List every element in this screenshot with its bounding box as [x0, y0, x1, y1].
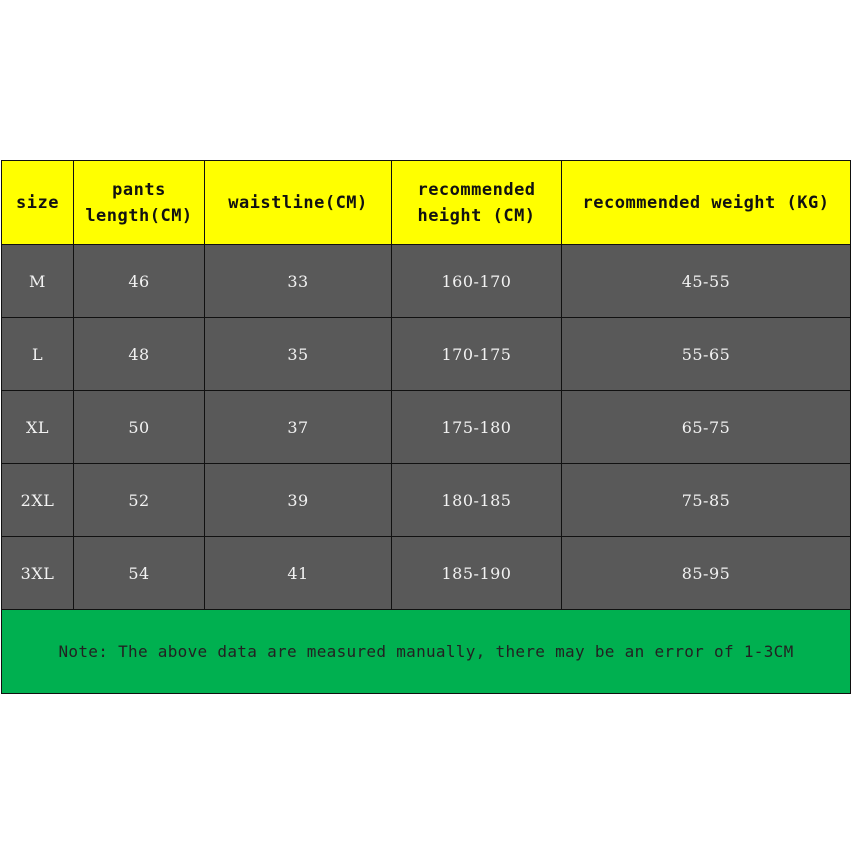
cell-pants-length: 50: [74, 391, 205, 464]
cell-pants-length: 46: [74, 245, 205, 318]
header-cell-recommended-height: recommended height (CM): [392, 161, 562, 245]
cell-recommended-weight: 55-65: [562, 318, 851, 391]
table-row: [2, 318, 851, 391]
cell-size: 3XL: [2, 537, 74, 610]
cell-recommended-height: 180-185: [392, 464, 562, 537]
cell-waistline: 33: [205, 245, 392, 318]
header-cell-waistline: waistline(CM): [205, 161, 392, 245]
size-chart-table: [1, 160, 851, 694]
cell-size: 2XL: [2, 464, 74, 537]
cell-recommended-weight: 45-55: [562, 245, 851, 318]
cell-recommended-height: 175-180: [392, 391, 562, 464]
cell-waistline: 39: [205, 464, 392, 537]
measurement-note: Note: The above data are measured manually, there may be an error of 1-3CM: [2, 610, 851, 694]
table-row: [2, 464, 851, 537]
cell-pants-length: 52: [74, 464, 205, 537]
header-cell-pants-length: pants length(CM): [74, 161, 205, 245]
cell-waistline: 35: [205, 318, 392, 391]
cell-waistline: 41: [205, 537, 392, 610]
cell-recommended-weight: 75-85: [562, 464, 851, 537]
cell-recommended-height: 160-170: [392, 245, 562, 318]
header-cell-recommended-weight: recommended weight (KG): [562, 161, 851, 245]
header-cell-size: size: [2, 161, 74, 245]
cell-recommended-weight: 85-95: [562, 537, 851, 610]
cell-pants-length: 54: [74, 537, 205, 610]
cell-size: M: [2, 245, 74, 318]
cell-size: XL: [2, 391, 74, 464]
table-row: [2, 537, 851, 610]
header-row: [2, 161, 851, 245]
table-row: [2, 245, 851, 318]
note-row: [2, 610, 851, 694]
cell-recommended-weight: 65-75: [562, 391, 851, 464]
cell-recommended-height: 185-190: [392, 537, 562, 610]
cell-pants-length: 48: [74, 318, 205, 391]
cell-recommended-height: 170-175: [392, 318, 562, 391]
table-row: [2, 391, 851, 464]
cell-size: L: [2, 318, 74, 391]
cell-waistline: 37: [205, 391, 392, 464]
